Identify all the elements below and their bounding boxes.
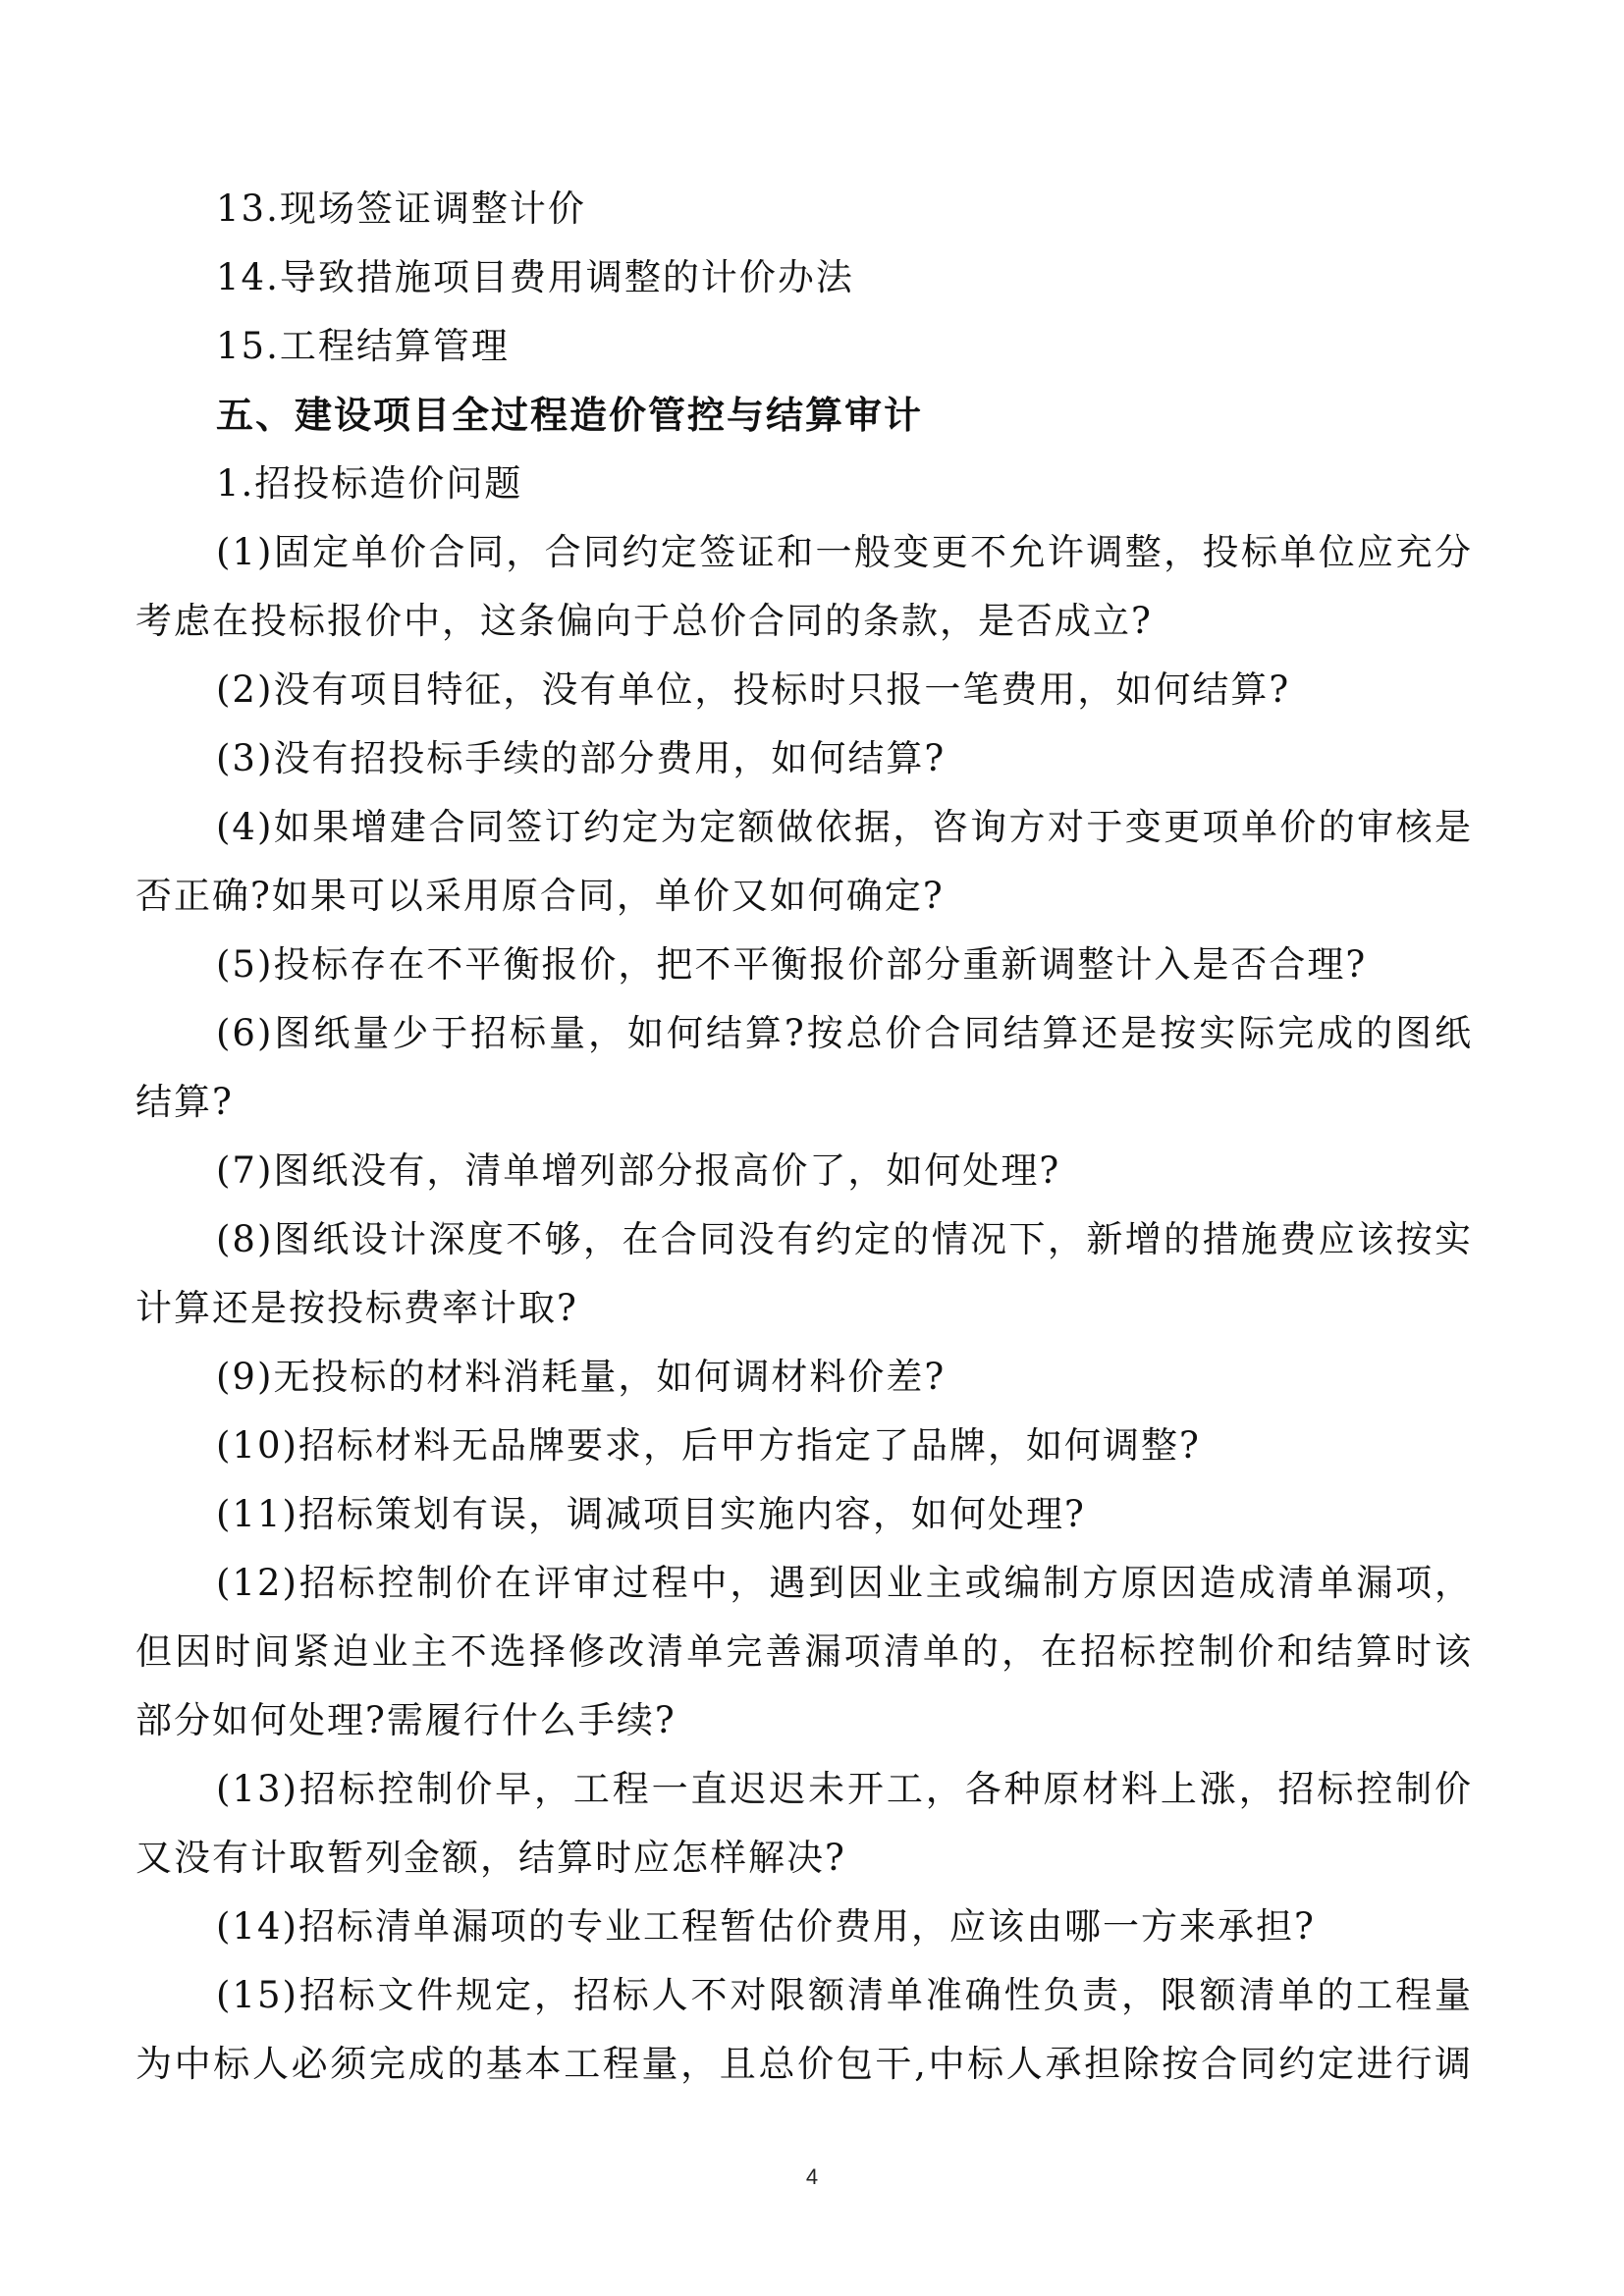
question-line: (4)如果增建合同签订约定为定额做依据，咨询方对于变更项单价的审核是 — [216, 806, 1473, 848]
question-7 — [135, 1137, 1473, 1205]
question-line: (1)固定单价合同，合同约定签证和一般变更不允许调整，投标单位应充分 — [216, 531, 1473, 573]
question-line: (7)图纸没有，清单增列部分报高价了，如何处理? — [216, 1149, 1061, 1192]
question-line: 部分如何处理?需履行什么手续? — [135, 1699, 677, 1741]
question-3 — [135, 724, 1473, 793]
question-line: (2)没有项目特征，没有单位，投标时只报一笔费用，如何结算? — [216, 668, 1291, 711]
question-line: (5)投标存在不平衡报价，把不平衡报价部分重新调整计入是否合理? — [216, 943, 1368, 986]
question-line: (13)招标控制价早，工程一直迟迟未开工，各种原材料上涨，招标控制价 — [216, 1768, 1473, 1810]
list-item-15: 15.工程结算管理 — [216, 325, 510, 367]
question-6 — [135, 999, 1473, 1137]
page-content — [135, 175, 1473, 2099]
page-number: 4 — [805, 2164, 819, 2189]
question-15 — [135, 1961, 1473, 2099]
question-line: (6)图纸量少于招标量，如何结算?按总价合同结算还是按实际完成的图纸 — [216, 1012, 1473, 1054]
question-line: (3)没有招投标手续的部分费用，如何结算? — [216, 737, 947, 779]
question-line: (14)招标清单漏项的专业工程暂估价费用，应该由哪一方来承担? — [216, 1905, 1316, 1948]
question-11 — [135, 1480, 1473, 1549]
question-line: (15)招标文件规定，招标人不对限额清单准确性负责，限额清单的工程量 — [216, 1974, 1473, 2016]
question-10 — [135, 1412, 1473, 1480]
question-line: (11)招标策划有误，调减项目实施内容，如何处理? — [216, 1493, 1086, 1535]
question-4 — [135, 793, 1473, 931]
question-8 — [135, 1205, 1473, 1343]
subsection-heading: 1.招投标造价问题 — [216, 462, 523, 505]
question-line: 计算还是按投标费率计取? — [135, 1287, 578, 1329]
question-14 — [135, 1893, 1473, 1961]
question-12 — [135, 1549, 1473, 1755]
question-line: 结算? — [135, 1081, 234, 1123]
question-1 — [135, 518, 1473, 656]
question-2 — [135, 656, 1473, 724]
section-heading: 五、建设项目全过程造价管控与结算审计 — [216, 394, 924, 437]
question-9 — [135, 1343, 1473, 1412]
question-line: (8)图纸设计深度不够，在合同没有约定的情况下，新增的措施费应该按实 — [216, 1218, 1473, 1260]
question-line: 考虑在投标报价中，这条偏向于总价合同的条款，是否成立? — [135, 600, 1153, 642]
question-line: (9)无投标的材料消耗量，如何调材料价差? — [216, 1356, 947, 1398]
question-5 — [135, 931, 1473, 999]
question-line: 否正确?如果可以采用原合同，单价又如何确定? — [135, 875, 945, 917]
question-13 — [135, 1755, 1473, 1893]
question-line: (12)招标控制价在评审过程中，遇到因业主或编制方原因造成清单漏项， — [216, 1562, 1473, 1604]
question-line: (10)招标材料无品牌要求，后甲方指定了品牌，如何调整? — [216, 1424, 1201, 1467]
question-line: 又没有计取暂列金额，结算时应怎样解决? — [135, 1837, 846, 1879]
list-item-13: 13.现场签证调整计价 — [216, 187, 586, 230]
list-item-14: 14.导致措施项目费用调整的计价办法 — [216, 256, 854, 298]
question-line: 但因时间紧迫业主不选择修改清单完善漏项清单的，在招标控制价和结算时该 — [135, 1630, 1473, 1673]
question-line: 为中标人必须完成的基本工程量，且总价包干,中标人承担除按合同约定进行调 — [135, 2043, 1473, 2085]
